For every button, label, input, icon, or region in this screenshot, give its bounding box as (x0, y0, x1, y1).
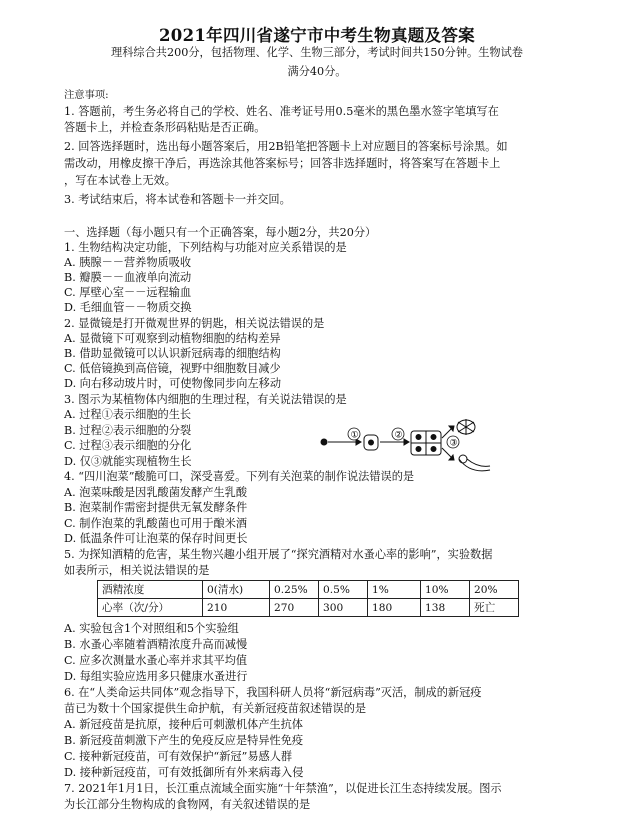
step-label-1: ① (350, 430, 359, 441)
option: D. 低温条件可让泡菜的保存时间更长 (64, 532, 248, 545)
table-row (98, 581, 519, 599)
heart-rate-table (97, 580, 519, 617)
option: A. 实验包含1个对照组和5个实验组 (64, 622, 239, 635)
option: B. 过程②表示细胞的分裂 (64, 424, 192, 437)
intro-line-2: 满分40分。 (287, 65, 347, 78)
question-stem: 1. 生物结构决定功能，下列结构与功能对应关系错误的是 (64, 241, 347, 254)
option: A. 泡菜味酸是因乳酸菌发酵产生乳酸 (64, 486, 248, 499)
table-cell: 10% (421, 581, 470, 599)
table-cell: 0(清水) (203, 581, 270, 599)
option: B. 泡菜制作需密封提供无氧发酵条件 (64, 501, 248, 514)
small-cell-icon (321, 439, 327, 445)
option: C. 接种新冠疫苗，可有效保护“新冠”易感人群 (64, 750, 293, 763)
option: D. 接种新冠疫苗，可有效抵御所有外来病毒入侵 (64, 766, 304, 779)
notice-line: 答题卡上，并检查条形码粘贴是否正确。 (64, 121, 266, 134)
notice-line: 1. 答题前，考生务必将自己的学校、姓名、准考证号用0.5毫米的黑色墨水签字笔填写在 (64, 105, 499, 118)
table-cell: 心率（次/分） (98, 599, 203, 617)
table-cell: 死亡 (470, 599, 519, 617)
option: C. 应多次测量水蚤心率并求其平均值 (64, 654, 248, 667)
option: A. 胰腺－－营养物质吸收 (64, 256, 192, 269)
section-heading: 一、选择题（每小题只有一个正确答案，每小题2分，共20分） (64, 226, 377, 239)
step-label-3: ③ (449, 438, 458, 449)
option: B. 借助显微镜可以认识新冠病毒的细胞结构 (64, 347, 281, 360)
table-cell: 270 (270, 599, 319, 617)
option: A. 过程①表示细胞的生长 (64, 408, 192, 421)
question-stem: 4. “四川泡菜”酸脆可口，深受喜爱。下列有关泡菜的制作说法错误的是 (64, 470, 415, 483)
table-cell: 0.5% (319, 581, 368, 599)
question-stem: 如表所示，相关说法错误的是 (64, 564, 210, 577)
root-hair-cell-icon (459, 455, 467, 463)
table-cell: 0.25% (270, 581, 319, 599)
question-stem: 6. 在“人类命运共同体”观念指导下，我国科研人员将“新冠病毒”灭活，制成的新冠疫 (64, 686, 482, 699)
table-cell: 20% (470, 581, 519, 599)
question-stem: 5. 为探知酒精的危害，某生物兴趣小组开展了“探究酒精对水蚤心率的影响”，实验数据 (64, 548, 493, 561)
option: D. 毛细血管－－物质交换 (64, 301, 192, 314)
table-cell: 300 (319, 599, 368, 617)
step-label-2: ② (394, 430, 403, 441)
table-row (98, 599, 519, 617)
table-cell: 138 (421, 599, 470, 617)
option: D. 每组实验应选用多只健康水蚤进行 (64, 670, 248, 683)
option: A. 新冠疫苗是抗原，接种后可刺激机体产生抗体 (64, 718, 303, 731)
question-stem: 3. 图示为某植物体内细胞的生理过程，有关说法错误的是 (64, 393, 347, 406)
table-cell: 180 (368, 599, 421, 617)
option: B. 水蚤心率随着酒精浓度升高而减慢 (64, 638, 248, 651)
question-stem: 苗已为数十个国家提供生命护航，有关新冠疫苗叙述错误的是 (64, 702, 367, 715)
paper-title: 2021年四川省遂宁市中考生物真题及答案 (159, 26, 475, 45)
intro-line-1: 理科综合共200分，包括物理、化学、生物三部分，考试时间共150分钟。生物试卷 (111, 46, 523, 59)
question-stem: 7. 2021年1月1日，长江重点流域全面实施“十年禁渔”，以促进长江生态持续发展。图示 (64, 782, 502, 795)
notice-line: 2. 回答选择题时，选出每小题答案后，用2B铅笔把答题卡上对应题目的答案标号涂黑。如 (64, 140, 508, 153)
option: D. 仅③就能实现植物生长 (64, 455, 192, 468)
table-cell: 酒精浓度 (98, 581, 203, 599)
cell-process-diagram (318, 418, 498, 478)
option: B. 新冠疫苗刺激下产生的免疫反应是特异性免疫 (64, 734, 304, 747)
option: C. 制作泡菜的乳酸菌也可用于酿米酒 (64, 517, 248, 530)
question-stem: 2. 显微镜是打开微观世界的钥匙，相关说法错误的是 (64, 317, 325, 330)
option: B. 瓣膜－－血液单向流动 (64, 271, 192, 284)
notice-heading: 注意事项: (64, 89, 109, 101)
arrow-3b (442, 448, 452, 458)
notice-line: ，写在本试卷上无效。 (64, 174, 176, 187)
option: C. 过程③表示细胞的分化 (64, 439, 192, 452)
question-stem: 为长江部分生物构成的食物网，有关叙述错误的是 (64, 798, 311, 811)
table-cell: 1% (368, 581, 421, 599)
option: C. 低倍镜换到高倍镜，视野中细胞数目减少 (64, 362, 281, 375)
option: A. 显微镜下可观察到动植物细胞的结构差异 (64, 332, 281, 345)
notice-line: 需改动，用橡皮擦干净后，再选涂其他答案标号；回答非选择题时，将答案写在答题卡上 (64, 157, 501, 170)
option: C. 厚壁心室－－远程输血 (64, 286, 192, 299)
option: D. 向右移动玻片时，可使物像同步向左移动 (64, 377, 282, 390)
notice-line: 3. 考试结束后，将本试卷和答题卡一并交回。 (64, 193, 291, 206)
table-cell: 210 (203, 599, 270, 617)
